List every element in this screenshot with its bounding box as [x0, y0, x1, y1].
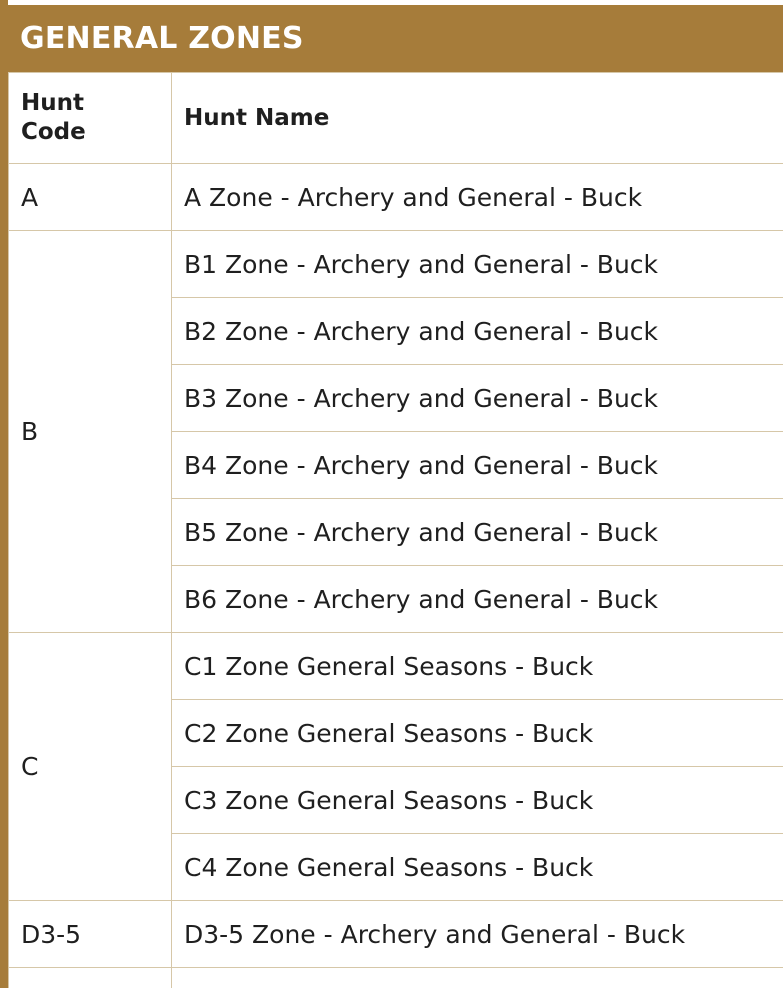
table-row	[9, 901, 783, 968]
table-row-partial	[9, 968, 783, 988]
hunt-code-cell-empty	[9, 968, 172, 988]
header-hunt-code: Hunt Code	[9, 73, 172, 164]
hunt-name-cell: A Zone - Archery and General - Buck	[172, 164, 783, 231]
hunt-name-cell: B6 Zone - Archery and General - Buck	[172, 566, 783, 633]
hunt-name-cell: D3-5 Zone - Archery and General - Buck	[172, 901, 783, 968]
table-row	[9, 231, 783, 298]
hunt-name-cell: B1 Zone - Archery and General - Buck	[172, 231, 783, 298]
hunt-name-cell: C1 Zone General Seasons - Buck	[172, 633, 783, 700]
header-hunt-name: Hunt Name	[172, 73, 783, 164]
table-row	[9, 633, 783, 700]
table-row	[9, 164, 783, 231]
hunt-name-cell: B4 Zone - Archery and General - Buck	[172, 432, 783, 499]
hunt-name-cell-empty	[172, 968, 783, 988]
table-title: GENERAL ZONES	[8, 5, 783, 72]
hunt-name-cell: C2 Zone General Seasons - Buck	[172, 700, 783, 767]
hunt-code-cell: D3-5	[9, 901, 172, 968]
hunt-table	[8, 72, 783, 988]
table-header-row	[9, 73, 783, 164]
hunt-name-cell: B3 Zone - Archery and General - Buck	[172, 365, 783, 432]
hunt-name-cell: B2 Zone - Archery and General - Buck	[172, 298, 783, 365]
hunt-code-cell: B	[9, 231, 172, 633]
left-accent-bar	[0, 0, 8, 988]
hunt-name-cell: C4 Zone General Seasons - Buck	[172, 834, 783, 901]
hunt-name-cell: C3 Zone General Seasons - Buck	[172, 767, 783, 834]
hunt-code-cell: C	[9, 633, 172, 901]
hunt-code-cell: A	[9, 164, 172, 231]
hunt-name-cell: B5 Zone - Archery and General - Buck	[172, 499, 783, 566]
